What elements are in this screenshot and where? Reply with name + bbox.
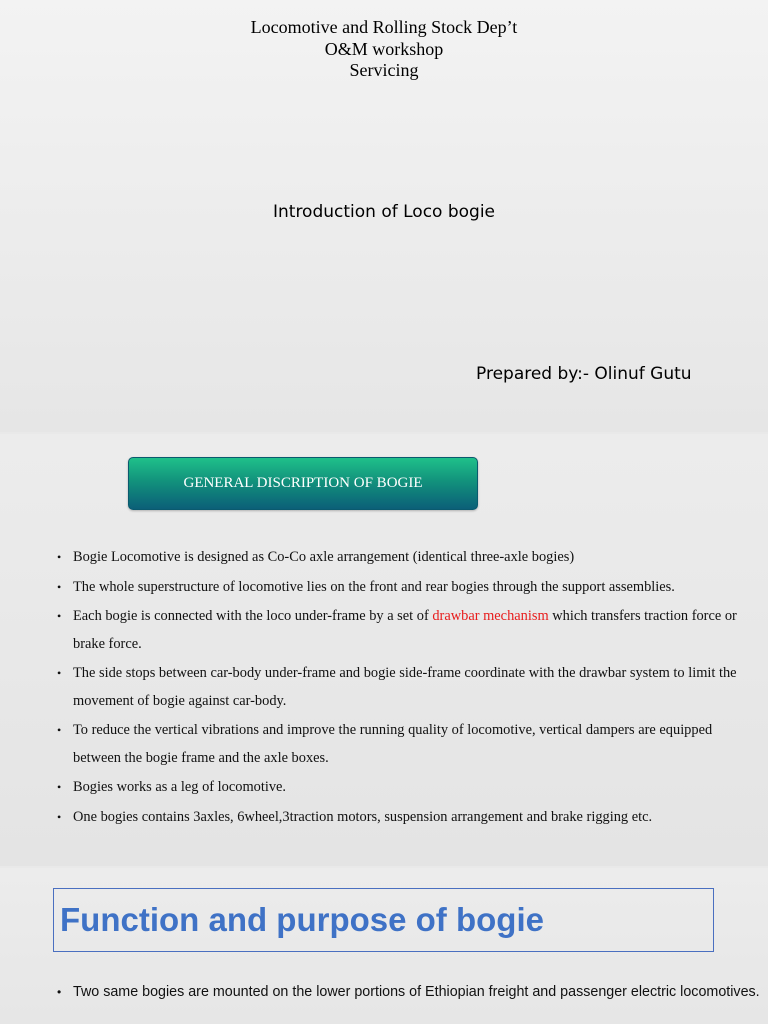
prepared-by: Prepared by:- Olinuf Gutu [476, 364, 692, 384]
department-header [0, 17, 768, 82]
bullet-icon: • [57, 809, 62, 824]
bullet-text: One bogies contains 3axles, 6wheel,3traction motors, suspension arrangement and brake rigging etc. [73, 808, 653, 825]
bullet-icon: • [57, 723, 62, 737]
bullet-icon: • [57, 780, 62, 794]
bullet-icon: • [57, 609, 62, 623]
list-item [55, 574, 755, 602]
bullet-text: Bogies works as a leg of locomotive. [73, 779, 287, 795]
bullet-text: The whole superstructure of locomotive lies on the front and rear bogies through the support assemblies. [73, 578, 675, 595]
function-title-box [53, 888, 714, 952]
intro-title: Introduction of Loco bogie [272, 202, 496, 222]
bullet-icon: • [57, 985, 62, 999]
list-item [55, 983, 768, 1002]
header-line-servicing: Servicing [349, 60, 419, 80]
header-line-department: Locomotive and Rolling Stock Dep’t [250, 17, 518, 37]
description-bullet-list [55, 544, 755, 833]
drawbar-mechanism-highlight: drawbar mechanism [432, 608, 549, 624]
header-line-workshop: O&M workshop [324, 38, 444, 59]
title-slide [0, 0, 768, 432]
bullet-icon: • [57, 666, 62, 680]
bullet-text: Bogie Locomotive is designed as Co-Co axle arrangement (identical three-axle bogies) [73, 549, 575, 565]
list-item [55, 603, 755, 658]
bullet-text: To reduce the vertical vibrations and improve the running quality of locomotive, vertical dampers are equipped between the bogie frame and the axle boxes. [73, 722, 713, 766]
bullet-text: The side stops between car-body under-frame and bogie side-frame coordinate with the drawbar system to limit the movement of bogie against car-body. [73, 665, 737, 709]
function-title: Function and purpose of bogie [60, 901, 544, 938]
bullet-text: Two same bogies are mounted on the lower portions of Ethiopian freight and passenger electric locomotives. [73, 984, 760, 1000]
function-purpose-slide [0, 868, 768, 1024]
general-description-slide [0, 434, 768, 866]
bullet-text-after: which transfers traction force or brake force. [73, 608, 737, 652]
function-bullet-list [55, 983, 768, 1002]
general-description-button[interactable]: GENERAL DISCRIPTION OF BOGIE [128, 457, 478, 510]
list-item [55, 717, 755, 772]
bullet-text-before: Each bogie is connected with the loco under-frame by a set of [73, 608, 433, 624]
list-item [55, 804, 755, 832]
bullet-icon: • [57, 550, 62, 564]
list-item [55, 774, 755, 802]
list-item [55, 660, 755, 715]
bullet-icon: • [57, 579, 62, 594]
list-item [55, 544, 755, 572]
